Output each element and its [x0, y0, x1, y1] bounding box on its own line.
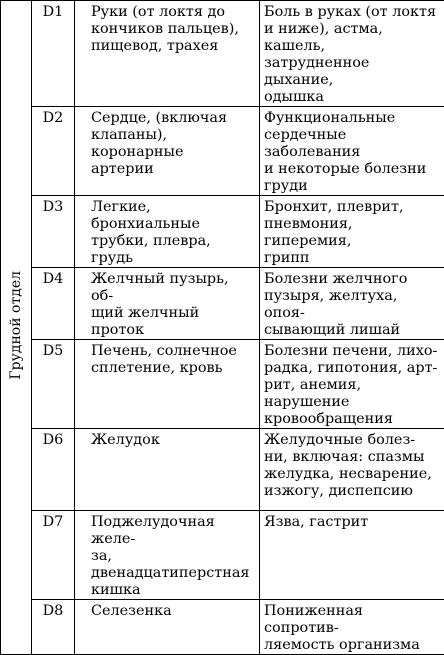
body-area: Селезенка: [75, 600, 260, 655]
symptoms: Болезни печени, лихо- радка, гипотония, арт- рит, анемия, нарушение кровообращения: [260, 340, 444, 429]
table-row: [1, 511, 444, 600]
body-area: Легкие, бронхиальные трубки, плевра, грудь: [75, 196, 260, 268]
symptoms: Боль в руках (от локтя и ниже), астма, кашель, затрудненное дыхание, одышка: [260, 1, 444, 107]
body-area: Желчный пузырь, об- щий желчный проток: [75, 268, 260, 340]
body-area: Поджелудочная желе- за, двенадцатиперстная кишка: [75, 511, 260, 600]
body-area: Желудок: [75, 429, 260, 511]
vertebra-code: D4: [32, 268, 75, 340]
symptoms: Болезни желчного пузыря, желтуха, опоя- сывающий лишай: [260, 268, 444, 340]
table-row: [1, 268, 444, 340]
symptoms: Функциональные сердечные заболевания и некоторые болезни груди: [260, 107, 444, 196]
section-label-cell: [1, 1, 32, 655]
symptoms: Пониженная сопротив- ляемость организма: [260, 600, 444, 655]
body-area: Руки (от локтя до кончиков пальцев), пищевод, трахея: [75, 1, 260, 107]
symptoms: Бронхит, плеврит, пневмония, гиперемия, грипп: [260, 196, 444, 268]
table-row: [1, 107, 444, 196]
vertebra-code: D5: [32, 340, 75, 429]
table-row: [1, 340, 444, 429]
body-area: Печень, солнечное сплетение, кровь: [75, 340, 260, 429]
body-area: Сердце, (включая клапаны), коронарные артерии: [75, 107, 260, 196]
symptoms: Язва, гастрит: [260, 511, 444, 600]
vertebra-code: D6: [32, 429, 75, 511]
section-label: Грудной отдел: [8, 271, 25, 380]
vertebra-code: D2: [32, 107, 75, 196]
vertebra-code: D7: [32, 511, 75, 600]
vertebra-code: D1: [32, 1, 75, 107]
vertebra-code: D3: [32, 196, 75, 268]
table-row: [1, 1, 444, 107]
table-row: [1, 196, 444, 268]
vertebra-code: D8: [32, 600, 75, 655]
table-row: [1, 600, 444, 655]
symptoms: Желудочные болез- ни, включая: спазмы желудка, несварение, изжогу, диспепсию: [260, 429, 444, 511]
table-row: [1, 429, 444, 511]
